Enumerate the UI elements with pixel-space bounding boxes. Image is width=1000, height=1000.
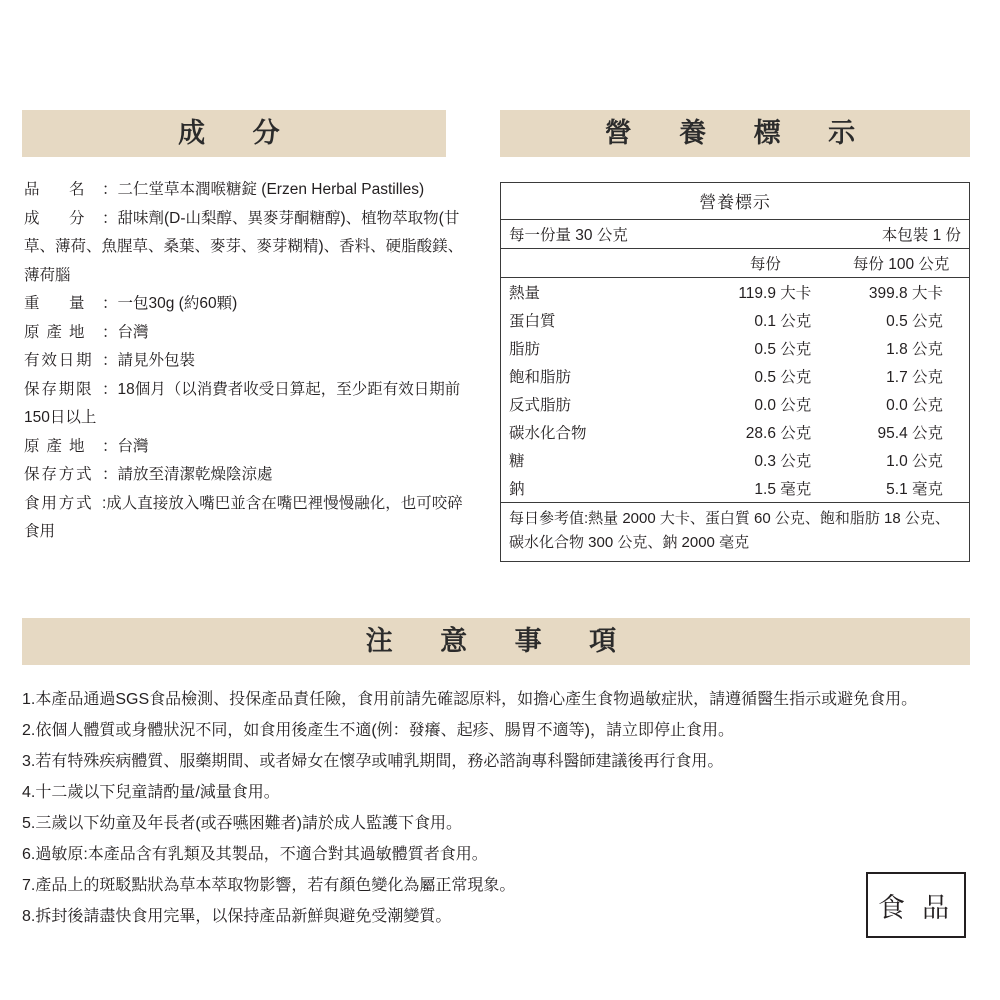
nutrient-per-serving: 0.3 公克 [754, 453, 812, 470]
nutrient-name: 熱量 [509, 285, 541, 302]
ingredient-value: ：台灣 [102, 323, 149, 341]
nutrient-per-serving: 0.1 公克 [754, 313, 812, 330]
nutrient-per-serving: 0.5 公克 [754, 369, 812, 386]
ingredient-row [24, 490, 476, 547]
list-item: 5.三歲以下幼童及年長者(或吞嚥困難者)請於成人監護下食用。 [22, 815, 463, 832]
nutrition-table-title: 營養標示 [501, 183, 969, 220]
nutrient-name: 碳水化合物 [509, 425, 587, 442]
ingredient-value: ：台灣 [102, 437, 149, 455]
nutrient-per-serving: 1.5 毫克 [754, 481, 812, 498]
section-header-notice-label: 注 意 事 項 [365, 626, 627, 656]
section-header-nutrition [500, 110, 970, 157]
nutrition-row [501, 306, 969, 334]
ingredient-label: 保存期限 [24, 380, 94, 398]
section-header-ingredients [22, 110, 446, 157]
nutrient-name: 糖 [509, 453, 525, 470]
nutrient-name: 飽和脂肪 [509, 369, 572, 386]
list-item: 8.拆封後請盡快食用完畢，以保持產品新鮮與避免受潮變質。 [22, 908, 452, 925]
ingredient-label: 食用方式 [24, 494, 94, 512]
ingredient-row [24, 376, 476, 433]
serving-size: 每一份量 30 公克 [509, 227, 628, 244]
nutrient-per-100g: 1.8 公克 [886, 341, 943, 358]
nutrition-row [501, 334, 969, 362]
ingredient-row [24, 319, 476, 348]
nutrition-col-blank [501, 249, 698, 278]
ingredient-value: ：請放至清潔乾燥陰涼處 [102, 466, 273, 483]
nutrition-facts-table [500, 182, 970, 562]
list-item: 3.若有特殊疾病體質、服藥期間、或者婦女在懷孕或哺乳期間，務必諮詢專科醫師建議後再行食用。 [22, 753, 724, 770]
ingredient-row [24, 461, 476, 490]
ingredients-block [24, 176, 476, 547]
nutrition-col-per-100g: 每份 100 公克 [852, 256, 950, 273]
ingredient-row [24, 176, 476, 205]
nutrient-per-100g: 1.0 公克 [886, 453, 943, 470]
nutrient-per-serving: 119.9 大卡 [738, 285, 812, 302]
list-item: 4.十二歲以下兒童請酌量/減量食用。 [22, 784, 280, 801]
nutrient-name: 蛋白質 [509, 313, 556, 330]
ingredient-value: ：甜味劑(D-山梨醇、異麥芽酮糖醇)、植物萃取物(甘草、薄荷、魚腥草、桑葉、麥芽、麥芽糊精)、香料、硬脂酸鎂、薄荷腦 [24, 209, 464, 284]
list-item: 1.本產品通過SGS食品檢測、投保產品責任險，食用前請先確認原料，如擔心產生食物過敏症狀，請遵循醫生指示或避免食用。 [22, 691, 918, 708]
ingredient-value: ：請見外包裝 [102, 352, 196, 369]
nutrient-per-serving: 0.0 公克 [754, 397, 812, 414]
ingredient-value: ：18個月（以消費者收受日算起，至少距有效日期前150日以上 [24, 380, 461, 426]
ingredient-row [24, 433, 476, 462]
nutrient-name: 脂肪 [509, 341, 541, 358]
ingredient-label: 成 分 [24, 209, 92, 227]
package-servings: 本包裝 1 份 [881, 227, 961, 244]
nutrition-row [501, 390, 969, 418]
section-header-notice [22, 618, 970, 665]
ingredient-value: ：二仁堂草本潤喉糖錠 (Erzen Herbal Pastilles) [102, 181, 425, 198]
nutrient-per-100g: 0.5 公克 [886, 313, 943, 330]
section-header-nutrition-label: 營 養 標 示 [604, 118, 866, 148]
nutrient-per-100g: 1.7 公克 [886, 369, 943, 386]
food-category-stamp [866, 872, 966, 938]
ingredient-label: 品 名 [24, 181, 92, 198]
ingredient-label: 重 量 [24, 295, 92, 312]
ingredient-row [24, 347, 476, 376]
nutrient-per-100g: 399.8 大卡 [868, 285, 943, 302]
ingredient-value: :成人直接放入嘴巴並含在嘴巴裡慢慢融化，也可咬碎食用 [24, 494, 463, 540]
list-item: 2.依個人體質或身體狀況不同，如食用後產生不適(例：發癢、起疹、腸胃不適等)，請立即停止食用。 [22, 722, 735, 739]
ingredient-label: 原產地 [24, 323, 92, 341]
ingredient-label: 原產地 [24, 437, 92, 455]
ingredient-label: 有效日期 [24, 352, 94, 369]
ingredient-value: ：一包30g (約60顆) [102, 295, 238, 312]
nutrition-row [501, 446, 969, 474]
nutrient-per-serving: 0.5 公克 [754, 341, 812, 358]
notice-list [22, 684, 972, 932]
nutrition-row [501, 278, 969, 307]
list-item: 7.產品上的斑駁點狀為草本萃取物影響，若有顏色變化為屬正常現象。 [22, 877, 516, 894]
nutrition-col-per-serving: 每份 [749, 256, 781, 273]
nutrition-row [501, 418, 969, 446]
ingredient-row [24, 205, 476, 291]
nutrient-per-100g: 95.4 公克 [877, 425, 943, 442]
food-category-stamp-label: 食 品 [877, 892, 955, 923]
nutrient-name: 反式脂肪 [509, 397, 572, 414]
nutrient-per-100g: 5.1 毫克 [886, 481, 943, 498]
list-item: 6.過敏原:本產品含有乳類及其製品，不適合對其過敏體質者食用。 [22, 846, 488, 863]
nutrition-daily-reference: 每日參考值:熱量 2000 大卡、蛋白質 60 公克、飽和脂肪 18 公克、碳水化合物 300 公克、鈉 2000 毫克 [501, 502, 969, 561]
nutrient-per-serving: 28.6 公克 [745, 425, 812, 442]
section-header-ingredients-label: 成 分 [178, 118, 290, 148]
nutrient-per-100g: 0.0 公克 [886, 397, 943, 414]
nutrition-row [501, 474, 969, 502]
ingredient-label: 保存方式 [24, 466, 94, 483]
ingredient-row [24, 290, 476, 319]
nutrient-name: 鈉 [509, 481, 525, 498]
nutrition-row [501, 362, 969, 390]
